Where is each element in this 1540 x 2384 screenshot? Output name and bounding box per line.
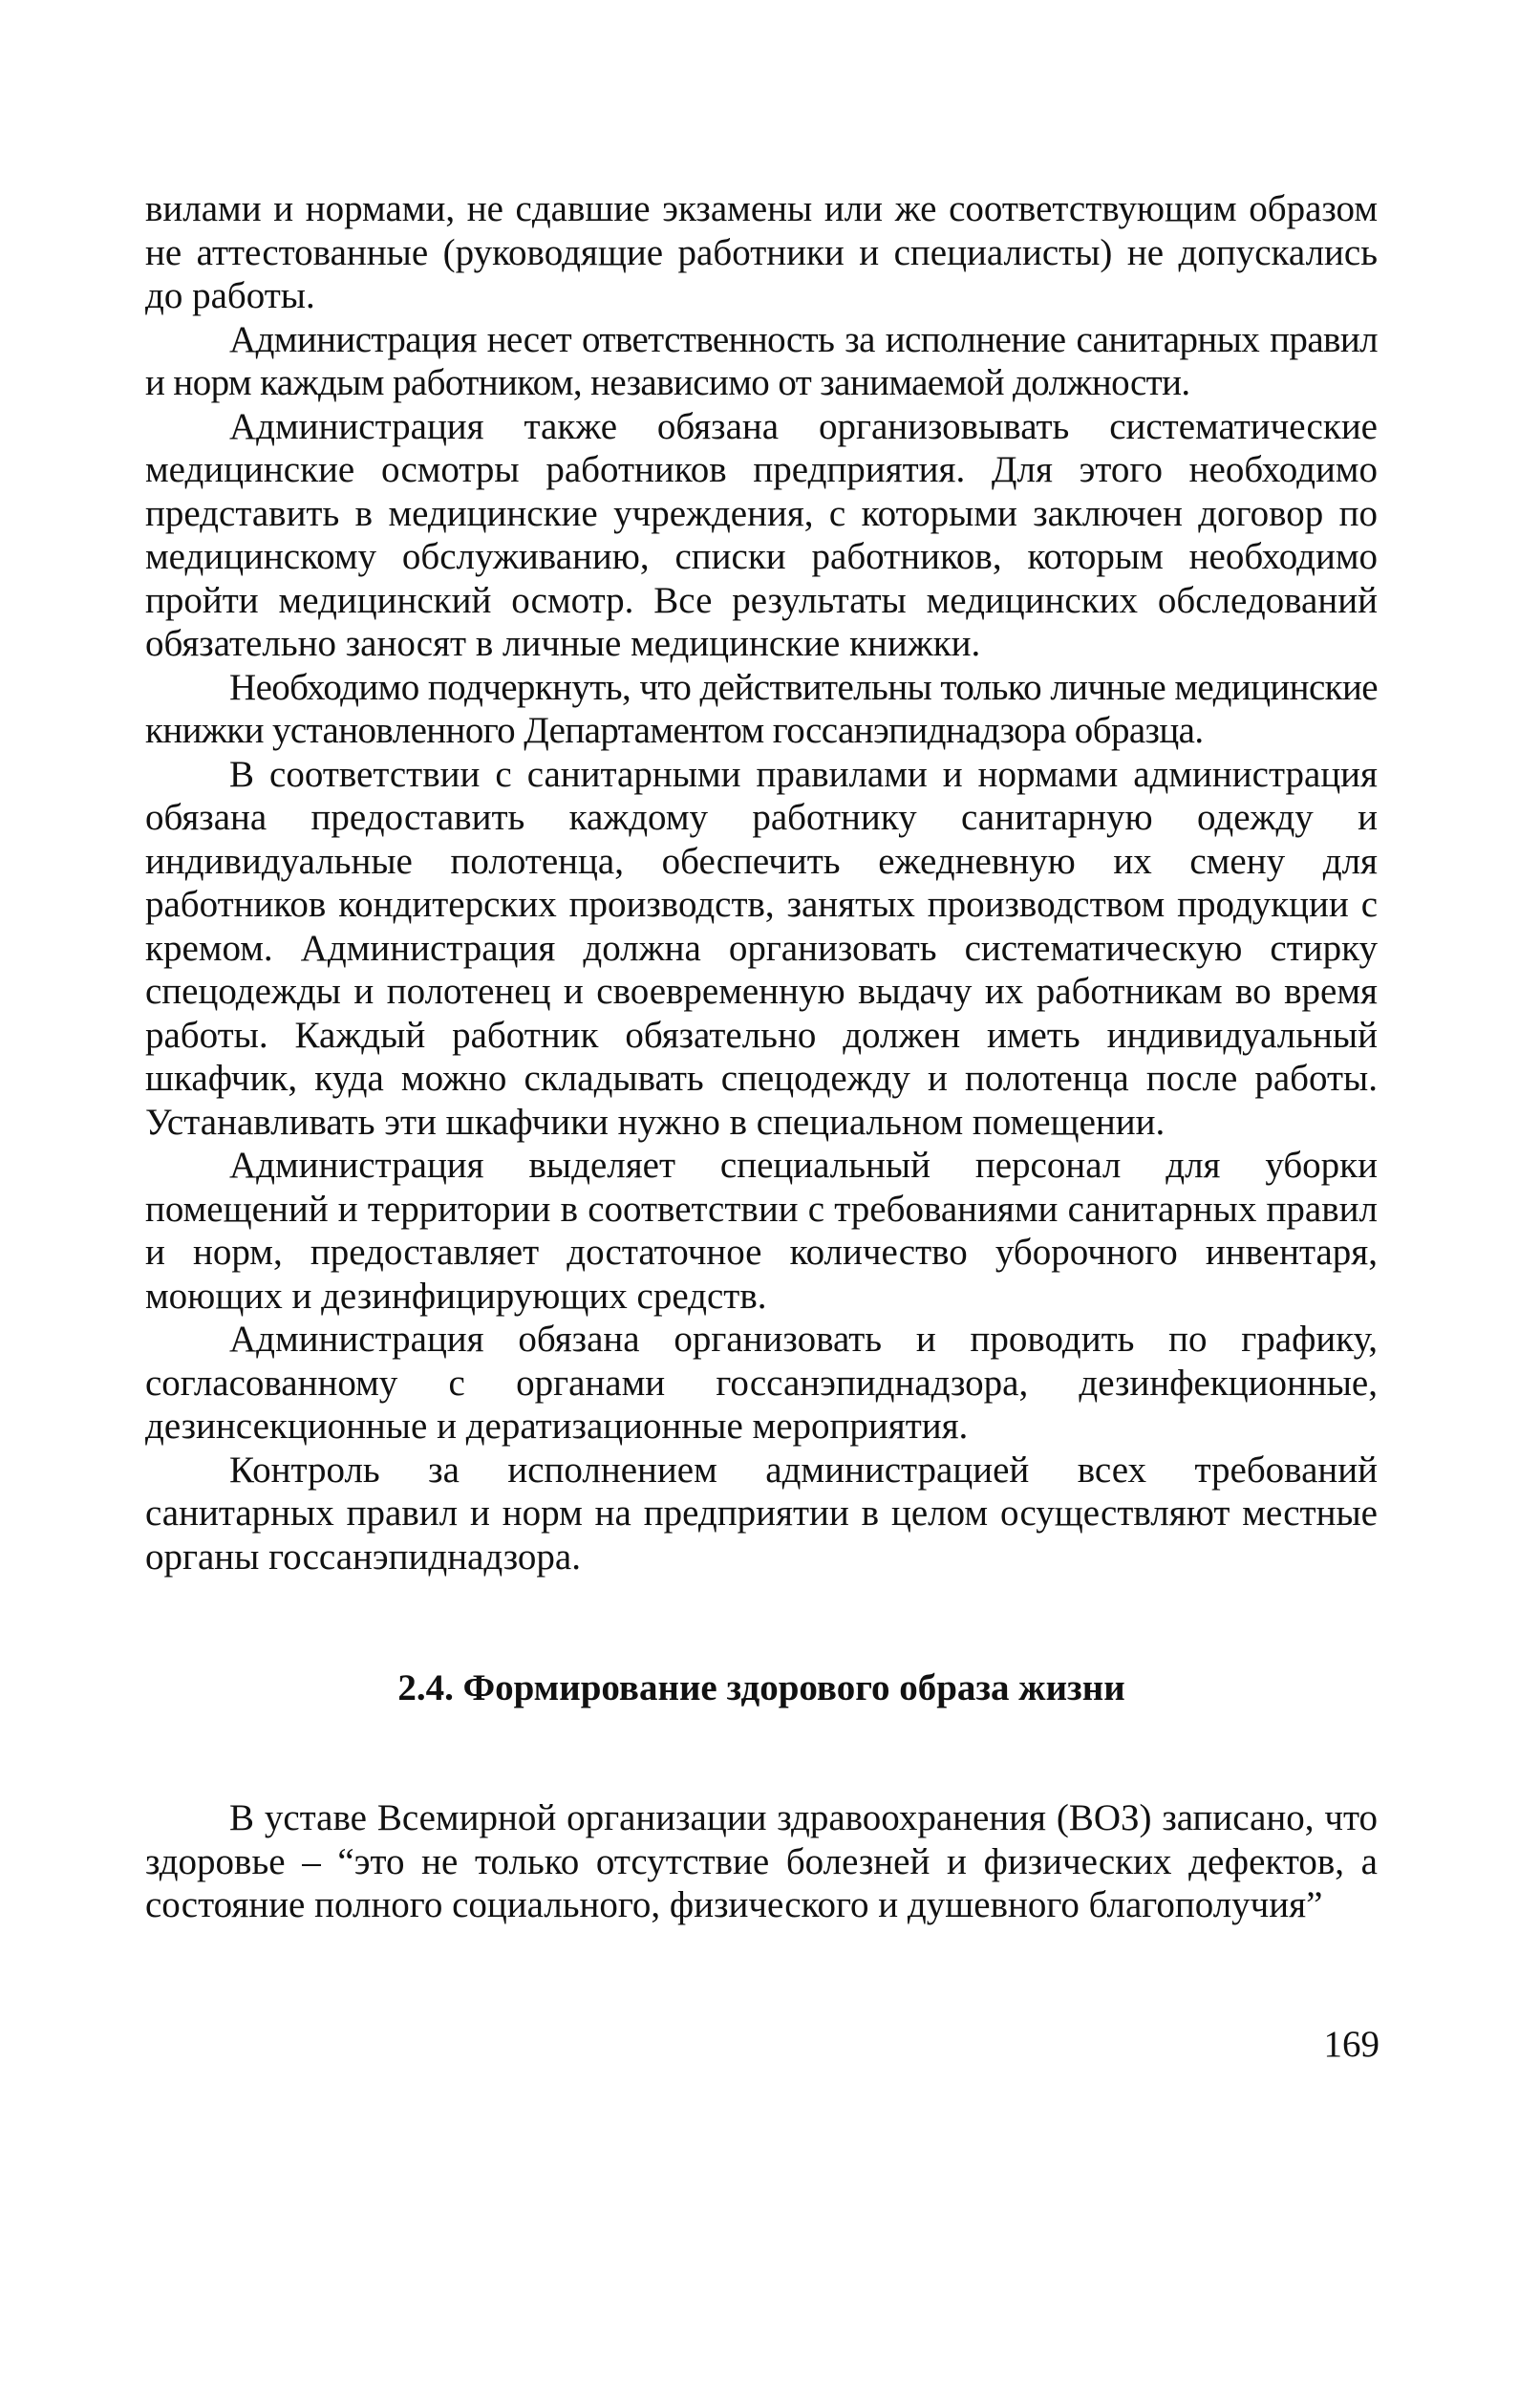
paragraph-2: Администрация несет ответственность за исполнение санитарных правил и норм каждым работником, независимо от занимаемой должности.: [145, 318, 1378, 403]
paragraph-6: Администрация выделяет специальный персонал для уборки помещений и территории в соответствии с требованиями санитарных правил и норм, предоставляет достаточное количество уборочного инвентаря, моющих и дезинфицирующих средств.: [145, 1145, 1378, 1317]
paragraph-5: В соответствии с санитарными правилами и нормами администрация обязана предоставить каждому работнику санитарную одежду и индивидуальные полотенца, обеспечить ежедневную их смену для работников кондитерских производств, занятых производством продукции с кремом. Администрация должна организовать систематическую стирку спецодежды и полотенец и своевременную выдачу их работникам во время работы. Каждый работник обязательно должен иметь индивидуальный шкафчик, куда можно складывать спецодежду и полотенца после работы. Устанавливать эти шкафчики нужно в специальном помещении.: [145, 753, 1378, 1143]
paragraph-7: Администрация обязана организовать и проводить по графику, согласованному с органами госсанэпиднадзора, дезинфекционные, дезинсекционные и дератизационные мероприятия.: [145, 1319, 1378, 1447]
paragraph-1: вилами и нормами, не сдавшие экзамены или же соответствующим образом не аттестованные (руководящие работники и специалисты) не допускались до работы.: [145, 188, 1378, 316]
page-body: [145, 187, 1378, 1927]
paragraph-4: Необходимо подчеркнуть, что действительны только личные медицинские книжки установленного Департаментом госсанэпиднадзора образца.: [145, 666, 1378, 751]
paragraph-3: Администрация также обязана организовывать систематические медицинские осмотры работников предприятия. Для этого необходимо представить в медицинские учреждения, с которыми заключен договор по медицинскому обслуживанию, списки работников, которым необходимо пройти медицинский осмотр. Все результаты медицинских обследований обязательно заносят в личные медицинские книжки.: [145, 405, 1378, 664]
paragraph-8: Контроль за исполнением администрацией всех требований санитарных правил и норм на предприятии в целом осуществляют местные органы госсанэпиднадзора.: [145, 1449, 1378, 1578]
page-number: 169: [1323, 2024, 1380, 2065]
paragraph-who: В уставе Всемирной организации здравоохранения (ВОЗ) записано, что здоровье – “это не только отсутствие болезней и физических дефектов, а состояние полного социального, физического и душевного благополучия”: [145, 1797, 1378, 1925]
section-heading: 2.4. Формирование здорового образа жизни: [397, 1667, 1125, 1708]
